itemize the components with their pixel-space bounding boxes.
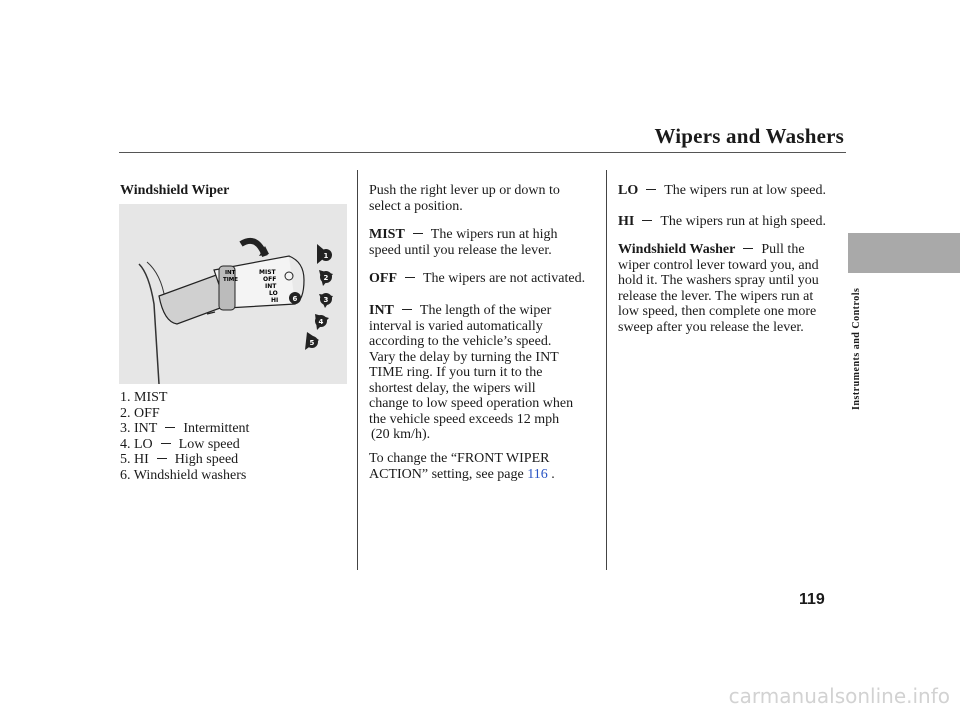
callout-3 [319,293,333,308]
svg-text:5: 5 [309,339,315,347]
int-paragraph: INT The length of the wiper interval is varied automatically according to the vehicle’s speed. Vary the delay by turning the INT TIME ring. If you turn it to the shortest delay, the wipers will change to low speed operation when the vehicle speed exceeds 12 mph (20 km/h). [369,303,574,442]
callout-6 [289,292,301,304]
wiper-lever-illustration [119,204,347,384]
lo-paragraph: LO The wipers run at low speed. [618,183,826,198]
callout-4 [315,314,329,330]
off-paragraph: OFF The wipers are not activated. [369,271,586,286]
intro-paragraph: Push the right lever up or down to select a position. [369,183,560,214]
svg-text:4: 4 [318,318,324,326]
legend-item: 3. INT Intermittent [120,421,250,436]
callout-2 [319,270,333,286]
svg-text:3: 3 [323,296,329,304]
legend-item: 6. Windshield washers [120,467,247,483]
legend-item: 5. HI High speed [120,452,239,467]
legend-item: 1. MIST [120,390,168,405]
hi-term: HI [618,214,635,229]
lever-label-off: OFF [263,276,277,283]
hi-paragraph: HI The wipers run at high speed. [618,214,826,229]
washer-paragraph: Windshield Washer Pull the wiper control lever toward you, and hold it. The washers spray until you release the lever. The wipers run at low speed, then complete one more sweep after you release the lever. [618,242,819,335]
header-rule [119,152,846,153]
int-term: INT [369,303,394,318]
change-setting-paragraph: To change the “FRONT WIPER ACTION” setting, see page 116 . [369,451,555,482]
column-divider-left [357,170,358,570]
lever-label-lo: LO [269,290,278,297]
lever-label-hi: HI [271,297,279,304]
watermark: carmanualsonline.info [728,684,950,708]
callout-1 [317,244,332,264]
lo-term: LO [618,183,639,198]
washer-term: Windshield Washer [618,242,736,257]
side-label: Instruments and Controls [851,287,862,410]
mist-paragraph: MIST The wipers run at high speed until you release the lever. [369,227,558,258]
wiper-lever-figure [119,204,347,384]
column-divider-right [606,170,607,570]
page-number: 119 [799,591,825,608]
off-term: OFF [369,271,397,286]
callout-5 [305,332,319,350]
wiper-legend [120,390,249,483]
wiper-heading: Windshield Wiper [120,183,230,198]
svg-text:2: 2 [323,274,329,282]
page-title: Wipers and Washers [654,124,844,148]
legend-item: 2. OFF [120,405,160,421]
svg-text:1: 1 [323,252,329,260]
lever-label-int-pos: INT [265,283,277,290]
lever-label-int: INT [225,270,236,276]
footer [0,670,960,714]
page-link[interactable]: 116 [527,466,548,482]
lever-label-time: TIME [223,277,239,283]
legend-item: 4. LO Low speed [120,436,240,452]
mist-term: MIST [369,227,405,242]
lever-label-mist: MIST [259,269,276,276]
svg-text:6: 6 [292,295,298,303]
